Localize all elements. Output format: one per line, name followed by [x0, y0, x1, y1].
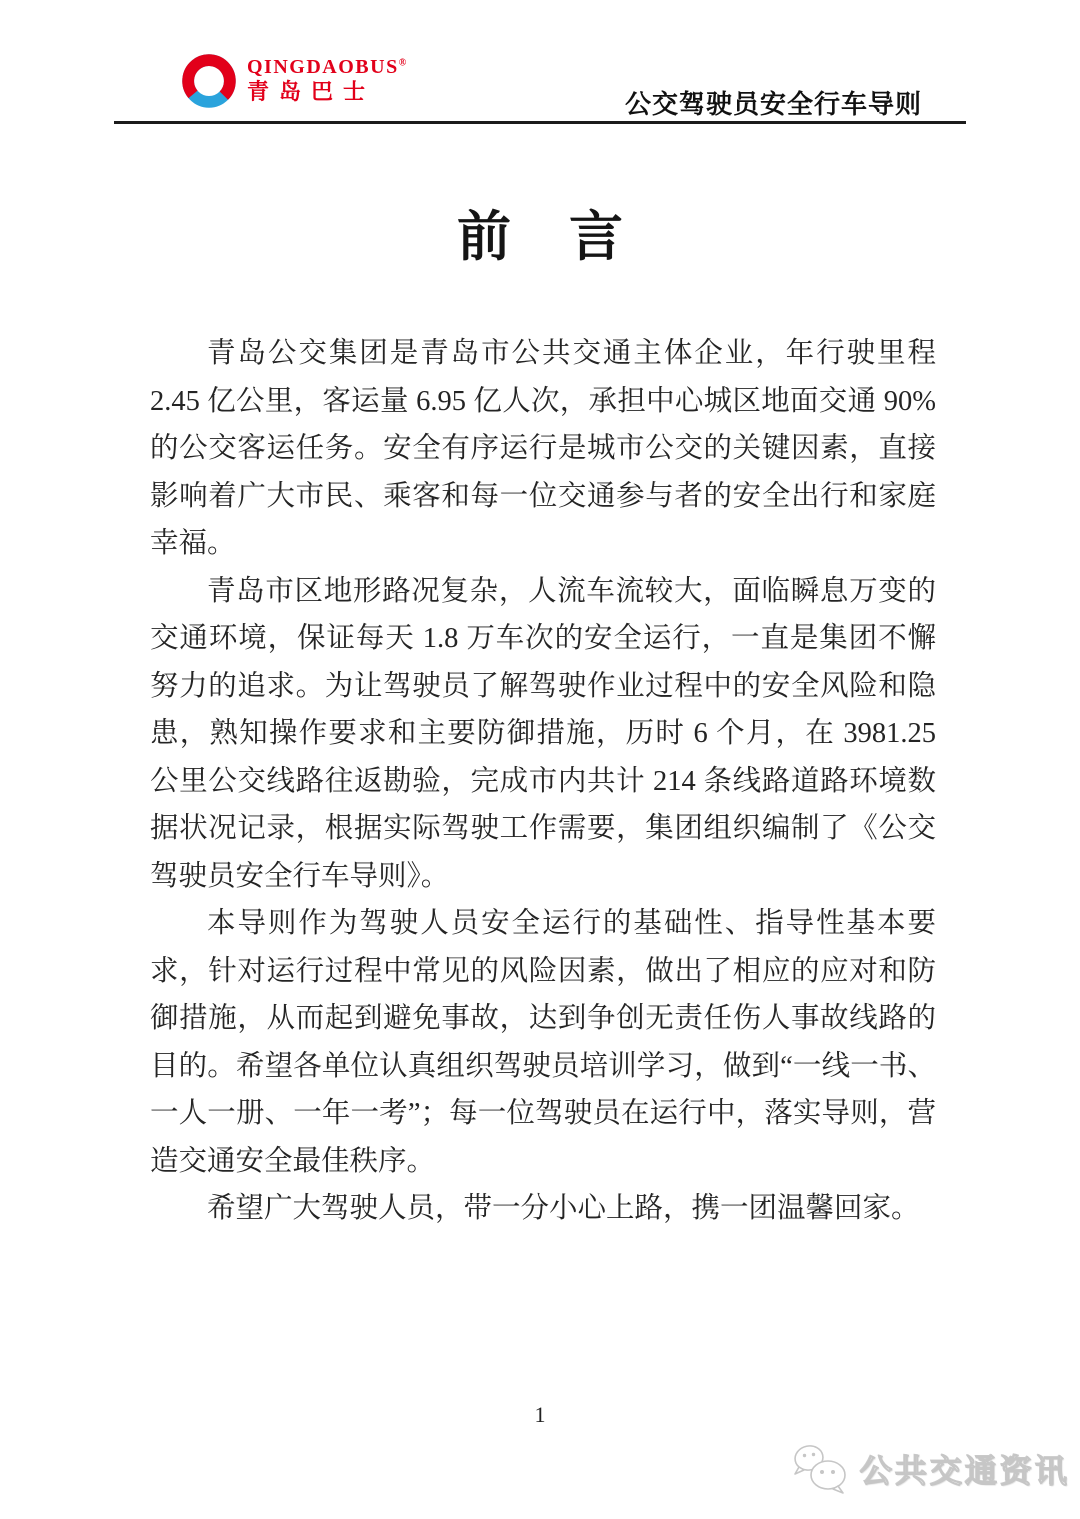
- brand-en-label: QINGDAOBUS: [247, 56, 399, 79]
- wechat-icon: [790, 1443, 852, 1495]
- brand-name-cn: 青岛巴士: [247, 79, 376, 105]
- registered-mark: ®: [398, 57, 408, 69]
- logo-text: [247, 57, 408, 104]
- body-paragraph: 青岛市区地形路况复杂，人流车流较大，面临瞬息万变的交通环境，保证每天 1.8 万车次的安全运行，一直是集团不懈努力的追求。为让驾驶员了解驾驶作业过程中的安全风险和隐患，熟知操作要求和主要防御措施，历时 6 个月，在 3981.25 公里公交线路往返勘验，完成市内共计 214 条线路道路环境数据状况记录，根据实际驾驶工作需要，集团组织编制了《公交驾驶员安全行车导则》。: [150, 575, 936, 892]
- page-title-char1: 前: [457, 207, 511, 267]
- page-title-char2: 言: [569, 207, 623, 267]
- qingdaobus-logo: [180, 52, 408, 110]
- body-paragraph: 本导则作为驾驶人员安全运行的基础性、指导性基本要求，针对运行过程中常见的风险因素，做出了相应的应对和防御措施，从而起到避免事故，达到争创无责任伤人事故线路的目的。希望各单位认真组织驾驶员培训学习，做到“一线一书、一人一册、一年一考”；每一位驾驶员在运行中，落实导则，营造交通安全最佳秩序。: [150, 908, 936, 1177]
- watermark-label: 公共交通资讯: [859, 1453, 1070, 1489]
- document-header-title: 公交驾驶员安全行车导则: [624, 89, 922, 119]
- watermark: [790, 1443, 1070, 1495]
- page-number: 1: [534, 1402, 546, 1427]
- brand-name-en: [247, 57, 408, 78]
- header-rule: [114, 121, 966, 124]
- body-text: [150, 330, 936, 1233]
- body-paragraph: 青岛公交集团是青岛市公共交通主体企业，年行驶里程 2.45 亿公里，客运量 6.95 亿人次，承担中心城区地面交通 90%的公交客运任务。安全有序运行是城市公交的关键因素，直接影响着广大市民、乘客和每一位交通参与者的安全出行和家庭幸福。: [150, 338, 936, 559]
- body-paragraph: 希望广大驾驶人员，带一分小心上路，携一团温馨回家。: [207, 1193, 920, 1224]
- qingdaobus-logo-icon: [180, 52, 238, 110]
- page-title: [0, 194, 1080, 271]
